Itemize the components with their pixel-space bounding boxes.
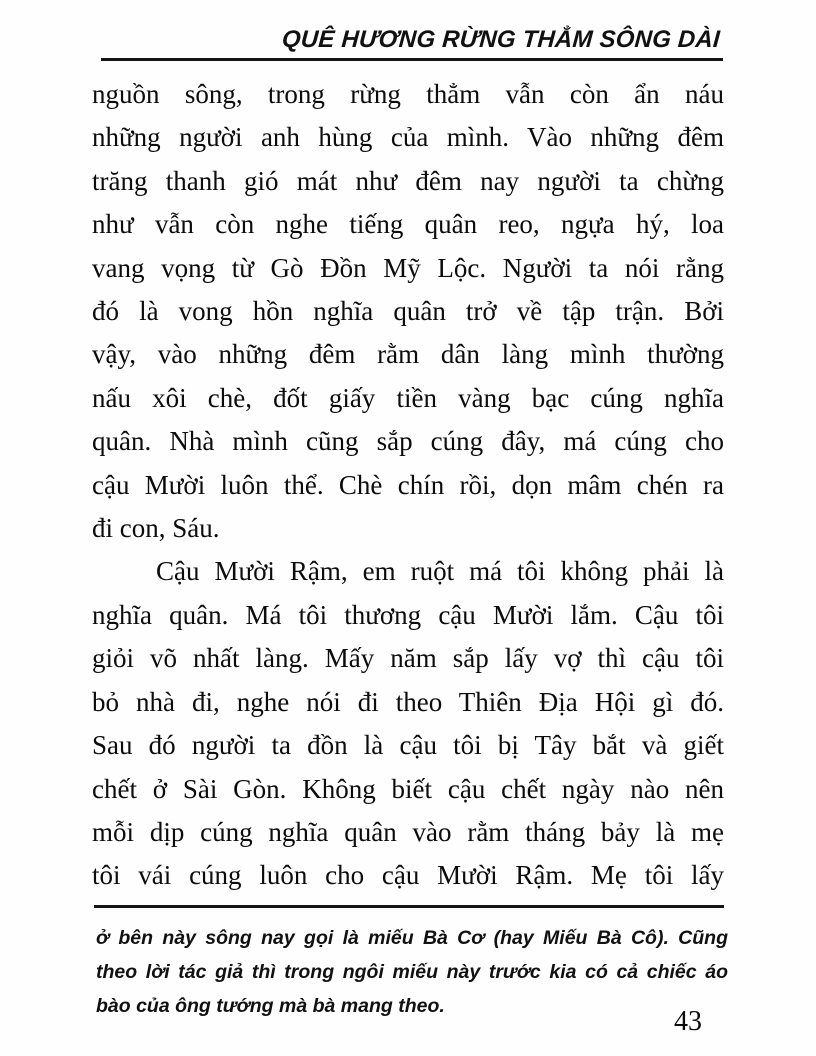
text-line: vang vọng từ Gò Đồn Mỹ Lộc. Người ta nói rằng <box>92 252 724 283</box>
text-line: những người anh hùng của mình. Vào những đêm <box>92 122 724 153</box>
text-line: Cậu Mười Rậm, em ruột má tôi không phải là <box>156 556 724 587</box>
header-rule <box>101 58 723 61</box>
text-line: mỗi dịp cúng nghĩa quân vào rằm tháng bảy là mẹ <box>92 816 724 847</box>
text-line: bỏ nhà đi, nghe nói đi theo Thiên Địa Hội gì đó. <box>92 686 724 717</box>
footnote <box>96 921 728 1023</box>
text-line: trăng thanh gió mát như đêm nay người ta chừng <box>92 165 724 196</box>
text-line: tôi vái cúng luôn cho cậu Mười Rậm. Mẹ tôi lấy <box>92 860 724 891</box>
text-line: Sau đó người ta đồn là cậu tôi bị Tây bắt và giết <box>92 730 724 761</box>
running-header-title: QUÊ HƯƠNG RỪNG THẲM SÔNG DÀI <box>281 26 721 53</box>
text-line: như vẫn còn nghe tiếng quân reo, ngựa hý, loa <box>92 209 724 240</box>
page-number: 43 <box>674 1006 702 1037</box>
text-line: nguồn sông, trong rừng thẳm vẫn còn ẩn náu <box>92 79 724 109</box>
text-line: nghĩa quân. Má tôi thương cậu Mười lắm. Cậu tôi <box>92 599 724 630</box>
text-line: ở bên này sông nay gọi là miếu Bà Cơ (hay Miếu Bà Cô). Cũng <box>96 927 728 949</box>
text-line: bào của ông tướng mà bà mang theo. <box>96 995 445 1017</box>
text-line: chết ở Sài Gòn. Không biết cậu chết ngày nào nên <box>92 773 724 804</box>
text-line: giỏi võ nhất làng. Mấy năm sắp lấy vợ thì cậu tôi <box>92 643 724 674</box>
text-line: quân. Nhà mình cũng sắp cúng đây, má cúng cho <box>92 426 724 457</box>
text-line: đó là vong hồn nghĩa quân trở về tập trận. Bởi <box>92 296 724 327</box>
footnote-separator-rule <box>94 905 724 908</box>
text-line: nấu xôi chè, đốt giấy tiền vàng bạc cúng nghĩa <box>92 382 724 413</box>
text-line: theo lời tác giả thì trong ngôi miếu này trước kia có cả chiếc áo <box>96 961 728 983</box>
text-line: đi con, Sáu. <box>92 513 220 544</box>
text-line: cậu Mười luôn thể. Chè chín rồi, dọn mâm chén ra <box>92 469 724 500</box>
text-line: vậy, vào những đêm rằm dân làng mình thường <box>92 339 724 370</box>
body-text <box>92 73 724 898</box>
